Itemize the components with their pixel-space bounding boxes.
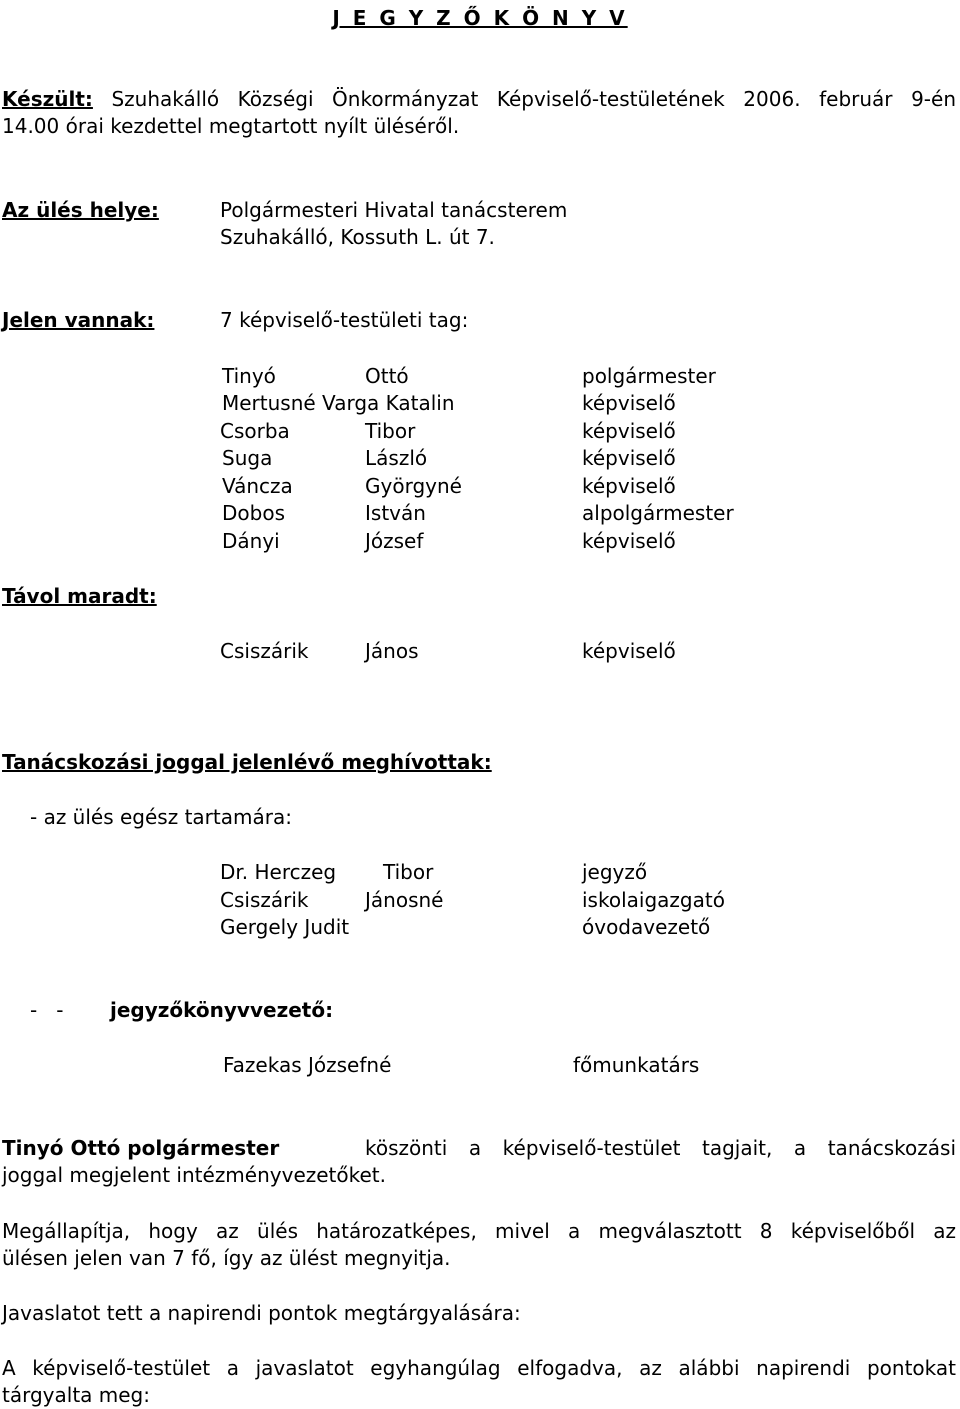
member-role: polgármester bbox=[582, 364, 716, 388]
member-role: képviselő bbox=[582, 474, 676, 498]
invitee-role: iskolaigazgató bbox=[582, 888, 725, 912]
invitee-last-name: Dr. Herczeg bbox=[220, 860, 337, 884]
helye-line-1: Polgármesteri Hivatal tanácsterem bbox=[220, 198, 568, 222]
invitee-first-name: Jánosné bbox=[365, 888, 444, 912]
absent-first-name: János bbox=[365, 639, 419, 663]
invitee-role: jegyző bbox=[582, 860, 648, 884]
keszult-text-1: Szuhakálló Községi Önkormányzat Képviselő-testületének 2006. február 9-én bbox=[111, 87, 956, 111]
absent-role: képviselő bbox=[582, 639, 676, 663]
keszult-text-2: 14.00 órai kezdettel megtartott nyílt üléséről. bbox=[2, 114, 460, 138]
member-first-name: Ottó bbox=[365, 364, 409, 388]
member-last-name: Tinyó bbox=[222, 364, 276, 388]
tavol-label: Távol maradt: bbox=[2, 584, 157, 608]
meghivottak-sub: - az ülés egész tartamára: bbox=[30, 805, 292, 829]
helye-line-2: Szuhakálló, Kossuth L. út 7. bbox=[220, 225, 495, 249]
invitee-role: óvodavezető bbox=[582, 915, 711, 939]
member-last-name: Mertusné Varga Katalin bbox=[222, 391, 455, 415]
p1-speaker: Tinyó Ottó polgármester bbox=[2, 1136, 280, 1160]
jegyzokonyvvezeto-dashes: - - bbox=[30, 998, 64, 1022]
member-last-name: Dobos bbox=[222, 501, 285, 525]
jelen-label: Jelen vannak: bbox=[2, 308, 155, 332]
invitee-last-name: Csiszárik bbox=[220, 888, 309, 912]
member-first-name: Györgyné bbox=[365, 474, 462, 498]
keszult-line-1 bbox=[2, 85, 956, 113]
p4-line-1: A képviselő-testület a javaslatot egyhangúlag elfogadva, az alábbi napirendi pontokat bbox=[2, 1356, 956, 1380]
member-role: képviselő bbox=[582, 419, 676, 443]
invitee-last-name: Gergely Judit bbox=[220, 915, 350, 939]
jelen-intro: 7 képviselő-testületi tag: bbox=[220, 308, 469, 332]
member-role: alpolgármester bbox=[582, 501, 734, 525]
helye-label: Az ülés helye: bbox=[2, 198, 159, 222]
member-role: képviselő bbox=[582, 529, 676, 553]
jegyzokonyvvezeto-role: főmunkatárs bbox=[573, 1053, 700, 1077]
member-first-name: István bbox=[365, 501, 426, 525]
member-last-name: Dányi bbox=[222, 529, 280, 553]
p1-line-2: joggal megjelent intézményvezetőket. bbox=[2, 1163, 387, 1187]
p3-line: Javaslatot tett a napirendi pontok megtárgyalására: bbox=[2, 1301, 521, 1325]
document-title: J E G Y Z Ő K Ö N Y V bbox=[332, 6, 628, 30]
member-last-name: Váncza bbox=[222, 474, 293, 498]
member-last-name: Suga bbox=[222, 446, 273, 470]
member-role: képviselő bbox=[582, 391, 676, 415]
member-first-name: József bbox=[365, 529, 424, 553]
p4-line-2: tárgyalta meg: bbox=[2, 1383, 150, 1407]
p2-line-2: ülésen jelen van 7 fő, így az ülést megnyitja. bbox=[2, 1246, 451, 1270]
member-last-name: Csorba bbox=[220, 419, 290, 443]
invitee-first-name: Tibor bbox=[383, 860, 434, 884]
jegyzokonyvvezeto-label: jegyzőkönyvvezető: bbox=[110, 998, 334, 1022]
absent-last-name: Csiszárik bbox=[220, 639, 309, 663]
member-first-name: Tibor bbox=[365, 419, 416, 443]
p1-line-1: köszönti a képviselő-testület tagjait, a tanácskozási bbox=[365, 1136, 956, 1160]
jegyzokonyvvezeto-name: Fazekas Józsefné bbox=[223, 1053, 392, 1077]
meghivottak-label: Tanácskozási joggal jelenlévő meghívottak: bbox=[2, 750, 492, 774]
member-first-name: László bbox=[365, 446, 428, 470]
p2-line-1: Megállapítja, hogy az ülés határozatképes, mivel a megválasztott 8 képviselőből az bbox=[2, 1219, 956, 1243]
member-role: képviselő bbox=[582, 446, 676, 470]
keszult-label: Készült: bbox=[2, 87, 93, 111]
